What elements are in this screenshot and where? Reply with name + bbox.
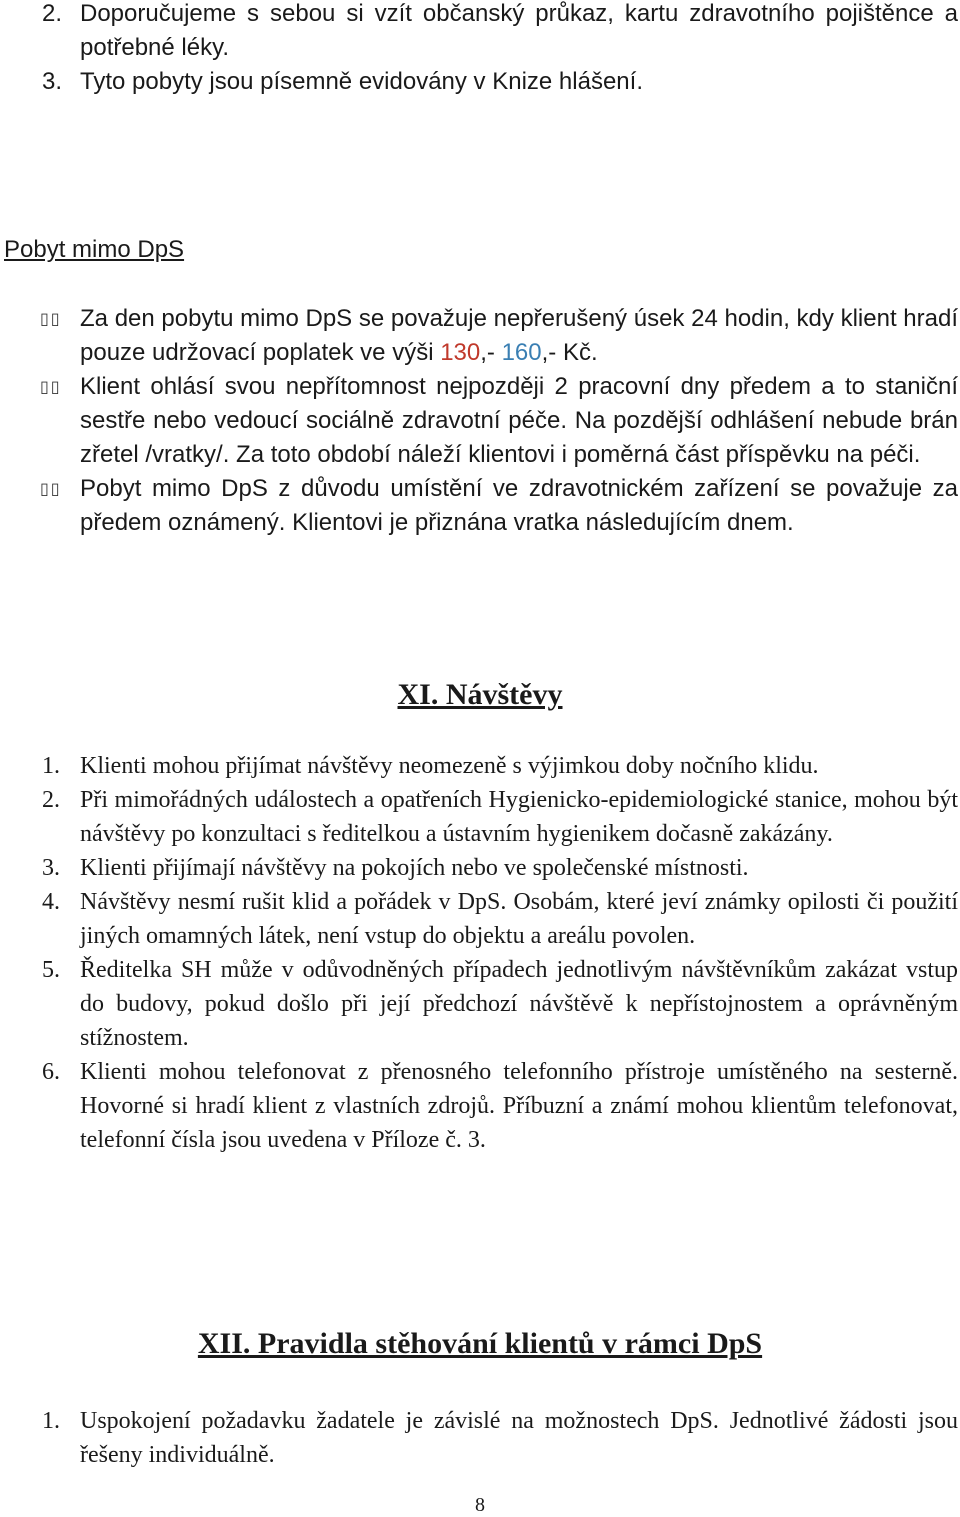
list-text: Uspokojení požadavku žadatele je závislé na možnostech DpS. Jednotlivé žádosti jsou řešeny individuálně. <box>80 1408 958 1468</box>
list-number: 1. <box>42 753 60 779</box>
list-text: Klienti mohou telefonovat z přenosného telefonního přístroje umístěného na sesterně. Hovorné si hradí klient z vlastních zdrojů. Příbuzní a známí mohou klientům telefonovat, telefonní čísla jsou uvedena v Příloze č. 3. <box>80 1059 958 1153</box>
list-text: Doporučujeme s sebou si vzít občanský průkaz, kartu zdravotního pojištěnce a potřebné léky. <box>80 0 958 61</box>
list-text: Klient ohlásí svou nepřítomnost nejpozději 2 pracovní dny předem a to staniční sestře nebo vedoucí sociálně zdravotní péče. Na pozdější odhlášení nebude brán zřetel /vratky/. Za toto období náleží klientovi i poměrná část příspěvku na péči. <box>80 373 958 468</box>
list-number: 3. <box>42 68 63 95</box>
xi-list <box>0 749 960 1157</box>
list-number: 4. <box>42 889 60 915</box>
list-number: 1. <box>42 1408 60 1434</box>
list-item <box>0 953 960 1055</box>
list-text: Tyto pobyty jsou písemně evidovány v Knize hlášení. <box>80 68 643 95</box>
list-item <box>0 302 960 370</box>
fee-value-new: 160 <box>501 339 542 366</box>
section-title-pobyt: Pobyt mimo DpS <box>4 236 185 263</box>
list-text: Návštěvy nesmí rušit klid a pořádek v DpS. Osobám, které jeví známky opilosti či použití jiných omamných látek, není vstup do objektu a areálu povolen. <box>80 889 958 949</box>
list-item <box>0 783 960 851</box>
page-number: 8 <box>475 1494 485 1516</box>
list-text: Pobyt mimo DpS z důvodu umístění ve zdravotnickém zařízení se považuje za předem oznámený. Klientovi je přiznána vratka následujícím dnem. <box>80 475 958 536</box>
list-item <box>0 0 960 65</box>
list-item <box>0 370 960 472</box>
top-list <box>0 0 960 99</box>
list-item <box>0 65 960 99</box>
list-text: Klienti přijímají návštěvy na pokojích nebo ve společenské místnosti. <box>80 855 749 881</box>
pobyt-bullet-list <box>0 302 960 540</box>
list-text: Při mimořádných událostech a opatřeních Hygienicko-epidemiologické stanice, mohou být návštěvy po konzultaci s ředitelkou a ústavním hygienikem dočasně zakázány. <box>80 787 958 847</box>
list-number: 2. <box>42 787 60 813</box>
list-item <box>0 1055 960 1157</box>
xii-list <box>0 1404 960 1472</box>
list-number: 3. <box>42 855 60 881</box>
list-number: 6. <box>42 1059 60 1085</box>
list-text: Klienti mohou přijímat návštěvy neomezeně s výjimkou doby nočního klidu. <box>80 753 819 779</box>
list-item <box>0 749 960 783</box>
list-item <box>0 1404 960 1472</box>
list-text: Za den pobytu mimo DpS se považuje nepřerušený úsek 24 hodin, kdy klient hradí pouze udržovací poplatek ve výši 130,- 160,- Kč. <box>80 305 958 366</box>
fee-value-old: 130 <box>440 339 481 366</box>
list-number: 2. <box>42 0 63 27</box>
bullet-icon: ▯▯ <box>40 377 62 396</box>
section-heading-xii: XII. Pravidla stěhování klientů v rámci DpS <box>197 1327 763 1360</box>
bullet-icon: ▯▯ <box>40 479 62 498</box>
section-heading-xi: XI. Návštěvy <box>397 678 563 711</box>
list-text: Ředitelka SH může v odůvodněných případech jednotlivým návštěvníkům zakázat vstup do budovy, pokud došlo při její předchozí návštěvě k nepřístojnostem a oprávněným stížnostem. <box>80 957 958 1051</box>
list-item <box>0 885 960 953</box>
bullet-icon: ▯▯ <box>40 309 62 328</box>
list-number: 5. <box>42 957 60 983</box>
list-item <box>0 851 960 885</box>
list-item <box>0 472 960 540</box>
